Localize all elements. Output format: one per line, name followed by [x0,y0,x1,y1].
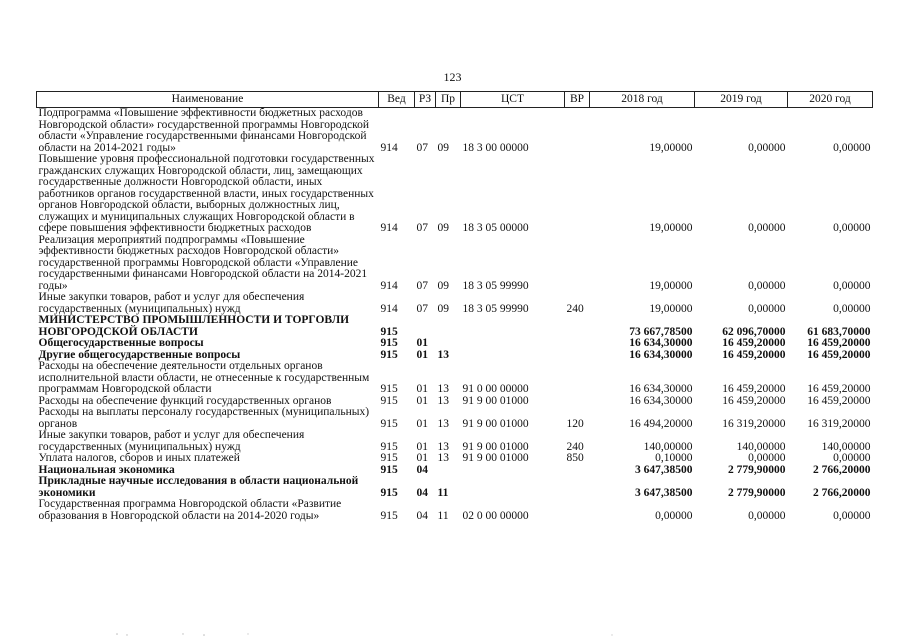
cell-rz: 04 [416,486,428,499]
cell-cst: 91 9 00 01000 [462,394,529,407]
cell-rz: 04 [416,463,428,476]
cell-y2019: 0,00000 [748,509,786,522]
cell-ved: 915 [380,383,398,395]
cell-y2018: 3 647,38500 [635,486,693,499]
cell-name: Подпрограмма «Повышение эффективности бюджетных расходов Новгородской области» государственной программы Новгородской области «Управление государственными финансами Новгородской области на 2014-2021 годы» [38,107,370,154]
cell-name: Иные закупки товаров, работ и услуг для обеспечения государственных (муниципальных) нужд [38,291,305,315]
header-2018: 2018 год [590,92,695,108]
cell-y2019: 16 459,20000 [722,394,786,407]
cell-pr: 13 [437,348,449,361]
cell-cst [461,338,565,350]
table-row [37,430,873,453]
cell-y2019: 0,00000 [748,222,786,234]
cell-y2020: 0,00000 [833,141,871,154]
table-row [37,154,873,235]
cell-name: МИНИСТЕРСТВО ПРОМЫШЛЕННОСТИ И ТОРГОВЛИ НОВГОРОДСКОЙ ОБЛАСТИ [38,314,350,338]
cell-pr: 13 [437,440,449,453]
cell-vr: 120 [566,417,584,430]
cell-pr: 13 [437,383,449,395]
cell-y2018: 16 634,30000 [629,337,693,349]
cell-y2019: 2 779,90000 [728,463,786,476]
cell-rz: 01 [416,337,428,349]
cell-vr [565,154,590,235]
cell-name: Национальная экономика [38,463,175,476]
cell-y2018: 19,00000 [649,279,693,292]
table-row [37,476,873,499]
cell-name: Общегосударственные вопросы [38,337,204,349]
cell-y2020: 16 459,20000 [807,348,871,361]
header-pr: Пр [436,92,461,108]
header-rz: РЗ [415,92,436,108]
cell-y2018: 19,00000 [649,141,693,154]
cell-cst: 18 3 00 00000 [462,141,529,154]
header-name: Наименование [37,92,379,108]
cell-y2018: 0,10000 [655,452,693,464]
table-row [37,315,873,338]
cell-y2018: 16 634,30000 [629,348,693,361]
cell-ved: 915 [380,337,398,349]
cell-y2019: 16 459,20000 [722,383,786,395]
cell-cst: 91 9 00 01000 [462,452,529,464]
cell-cst: 91 9 00 01000 [462,440,529,453]
cell-vr [565,396,590,408]
cell-pr: 09 [437,302,449,315]
cell-pr: 13 [437,452,449,464]
scan-smudges [0,628,905,640]
cell-y2020: 140,00000 [821,440,871,453]
cell-vr [565,476,590,499]
cell-pr [436,465,461,477]
cell-vr [565,361,590,396]
cell-name: Государственная программа Новгородской области «Развитие образования в Новгородской области на 2014-2020 годы» [38,498,342,522]
cell-name: Расходы на обеспечение деятельности отдельных органов исполнительной власти области, не отнесенные к государственным программам Новгородской области [38,360,370,395]
cell-name: Уплата налогов, сборов и иных платежей [38,452,240,464]
cell-ved: 914 [380,279,398,292]
cell-rz: 07 [416,279,428,292]
cell-y2020: 0,00000 [833,452,871,464]
cell-y2020: 0,00000 [833,302,871,315]
cell-pr [436,315,461,338]
cell-vr: 850 [566,452,584,464]
cell-ved: 914 [380,222,398,234]
cell-y2019: 0,00000 [748,452,786,464]
cell-y2019: 2 779,90000 [728,486,786,499]
cell-pr: 11 [437,486,449,499]
cell-cst: 91 0 00 00000 [462,383,529,395]
cell-rz: 01 [416,394,428,407]
cell-vr [565,499,590,522]
cell-ved: 915 [380,348,398,361]
cell-y2018: 0,00000 [655,509,693,522]
cell-pr: 09 [437,222,449,234]
budget-table [36,91,873,522]
cell-vr: 240 [566,302,584,315]
cell-y2019: 16 459,20000 [722,348,786,361]
cell-cst [461,465,565,477]
cell-y2018: 16 634,30000 [629,383,693,395]
cell-y2019: 16 459,20000 [722,337,786,349]
cell-rz: 01 [416,452,428,464]
header-2019: 2019 год [695,92,788,108]
header-cst: ЦСТ [461,92,565,108]
table-row [37,499,873,522]
table-row [37,108,873,155]
cell-ved: 915 [380,394,398,407]
header-2020: 2020 год [788,92,873,108]
cell-pr: 09 [437,279,449,292]
table-row [37,407,873,430]
table-row [37,292,873,315]
cell-pr: 09 [437,141,449,154]
cell-y2018: 140,00000 [643,440,693,453]
cell-name: Иные закупки товаров, работ и услуг для обеспечения государственных (муниципальных) нужд [38,429,305,453]
cell-y2018: 3 647,38500 [635,463,693,476]
cell-y2019: 16 319,20000 [722,417,786,430]
cell-vr [565,235,590,293]
cell-cst [461,476,565,499]
cell-name: Реализация мероприятий подпрограммы «Повышение эффективности бюджетных расходов Новгородской области» государственной программы Новгородской области «Управление государственными финансами Новгородской области на 2014-2021 годы» [38,233,368,292]
cell-y2018: 19,00000 [649,302,693,315]
cell-rz: 01 [416,348,428,361]
cell-ved: 914 [380,302,398,315]
cell-rz: 01 [416,440,428,453]
cell-vr [565,315,590,338]
cell-name: Другие общегосударственные вопросы [38,348,241,361]
cell-y2020: 0,00000 [833,222,871,234]
cell-cst [461,350,565,362]
cell-y2020: 16 319,20000 [807,417,871,430]
table-row [37,235,873,293]
cell-y2019: 62 096,70000 [722,325,786,338]
table-row [37,453,873,465]
cell-cst: 91 9 00 01000 [462,417,529,430]
table-row [37,361,873,396]
header-vr: ВР [565,92,590,108]
cell-rz: 07 [416,141,428,154]
cell-cst: 02 0 00 00000 [462,509,529,522]
cell-y2020: 2 766,20000 [813,486,871,499]
cell-name: Прикладные научные исследования в области национальной экономики [38,475,359,499]
cell-y2019: 140,00000 [736,440,786,453]
cell-ved: 914 [380,141,398,154]
cell-y2020: 0,00000 [833,509,871,522]
cell-y2020: 16 459,20000 [807,394,871,407]
cell-ved: 915 [380,325,398,338]
table-row [37,338,873,350]
page-number: 123 [443,70,462,84]
cell-pr: 13 [437,417,449,430]
cell-ved: 915 [380,486,398,499]
cell-name: Расходы на обеспечение функций государственных органов [38,394,332,407]
cell-y2020: 16 459,20000 [807,337,871,349]
cell-vr [565,108,590,155]
cell-pr: 13 [437,394,449,407]
cell-name: Расходы на выплаты персоналу государственных (муниципальных) органов [38,406,370,430]
cell-y2020: 2 766,20000 [813,463,871,476]
cell-ved: 915 [380,452,398,464]
cell-y2020: 16 459,20000 [807,383,871,395]
cell-rz: 01 [416,383,428,395]
cell-rz: 07 [416,222,428,234]
cell-vr [565,465,590,477]
cell-y2019: 0,00000 [748,279,786,292]
cell-y2020: 0,00000 [833,279,871,292]
cell-cst: 18 3 05 00000 [462,222,529,234]
table-header [37,92,873,108]
cell-rz: 07 [416,302,428,315]
cell-vr: 240 [566,440,584,453]
cell-rz: 04 [416,509,428,522]
cell-rz: 01 [416,417,428,430]
cell-ved: 915 [380,463,398,476]
cell-vr [565,338,590,350]
cell-rz [415,315,436,338]
cell-cst: 18 3 05 99990 [462,279,529,292]
cell-name: Повышение уровня профессиональной подготовки государственных гражданских служащих Новгородской области, лиц, замещающих государственные должности Новгородской области, иных работников органов государственной власти, иных государственных органов Новгородской области, выборных должностных лиц, служащих и муниципальных служащих Новгородской области в сфере повышения эффективности бюджетных расходов [38,153,375,234]
cell-ved: 915 [380,440,398,453]
cell-y2018: 73 667,78500 [629,325,693,338]
cell-y2019: 0,00000 [748,141,786,154]
cell-y2018: 16 634,30000 [629,394,693,407]
header-ved: Вед [379,92,415,108]
cell-pr: 11 [437,509,449,522]
cell-y2020: 61 683,70000 [807,325,871,338]
cell-vr [565,350,590,362]
cell-cst: 18 3 05 99990 [462,302,529,315]
cell-y2018: 16 494,20000 [629,417,693,430]
cell-y2019: 0,00000 [748,302,786,315]
cell-pr [436,338,461,350]
cell-cst [461,315,565,338]
cell-ved: 915 [380,417,398,430]
cell-ved: 915 [380,509,398,522]
cell-y2018: 19,00000 [649,222,693,234]
